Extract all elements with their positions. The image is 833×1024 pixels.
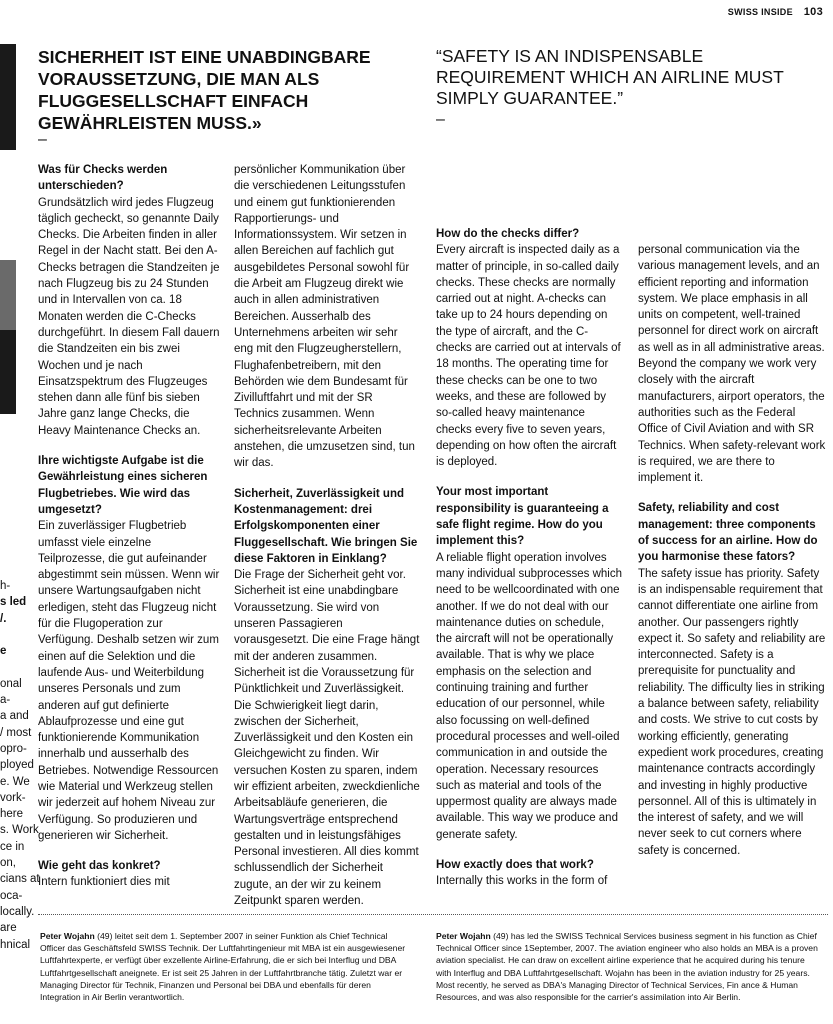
edge-fragment: ployed	[0, 759, 34, 772]
german-column-2	[234, 162, 420, 923]
question-heading: How do the checks differ?	[436, 228, 580, 240]
answer-paragraph: personal communication via the various management levels, and an efficient reporting and information system. We place emphasis in all units on competent, well-trained personnel for direct work on aircraft as well as in all administrative areas. Beyond the company we work very closely with the aircraft manufacturers, airport operators, the authorities such as the Federal Office of Civil Aviation and with SR Technics. When safety-relevant work is required, we are there to implement it.	[638, 244, 826, 485]
question-heading: Was für Checks werden unterschieden?	[38, 164, 168, 193]
answer-paragraph: persönlicher Kommunikation über die verschiedenen Leitungsstufen und einem gut funktionierenden Rapportierungs- und Informationssystem. Wir setzen in allen Bereichen auf fachlich gut ausgebildetes Personal sowohl für die Arbeit am Flugzeug direkt wie auch in allen administrativen Bereichen. Ausserhalb des Unternehmens arbeiten wir sehr eng mit den Flugzeugherstellern, Flughafenbetreibern, mit den Behörden wie dem Bundesamt für Zivilluftfahrt und mit der SR Technics zusammen. Wenn sicherheitsrelevante Arbeiten anstehen, die umzusetzen sind, tun wir das.	[234, 164, 415, 470]
question-heading: Wie geht das konkret?	[38, 860, 161, 873]
edge-fragment: onal	[0, 677, 22, 690]
answer-paragraph: Ein zuverlässiger Flugbetrieb umfasst viele einzelne Teilprozesse, die gut aufeinander abgestimmt sein müssen. Wenn wir unsere Wartungsaufgaben nicht erledigen, steht das Flugzeug nicht für die Flugoperation zur Verfügung. Deshalb setzen wir zum einen auf die Selektion und die laufende Aus- und Weiterbildung unseres Personals und zum anderen auf gut definierte Ablaufprozesse und eine gut funktionierende Kommunikation innerhalb und ausserhalb des Betriebes. Notwendige Ressourcen wie Material und Werkzeug stellen wir jederzeit auf hohem Niveau zur Verfügung. So produzieren und generieren wir Sicherheit.	[38, 520, 220, 842]
edge-fragment: hnical	[0, 938, 31, 951]
edge-fragment	[0, 627, 34, 643]
question-heading: Sicherheit, Zuverlässigkeit und Kostenmanagement: drei Erfolgskomponenten einer Fluggesellschaft. Wie bringen Sie diese Faktoren in Einklang?	[234, 487, 418, 565]
question-heading: Ihre wichtigste Aufgabe ist die Gewährleistung eines sicheren Flugbetriebes. Wie wird das umgesetzt?	[38, 455, 208, 516]
bio-english	[436, 930, 820, 1003]
edge-fragment: on,	[0, 857, 16, 870]
pull-quote-english: “SAFETY IS AN INDISPENSABLE REQUIREMENT WHICH AN AIRLINE MUST SIMPLY GUARANTEE.”	[436, 46, 784, 108]
edge-fragment: ce in	[0, 840, 25, 853]
answer-paragraph: Every aircraft is inspected daily as a matter of principle, in so-called daily checks. These checks are normally carried out at night. A-checks can take up to 24 hours depending on the type of aircraft, and the C-checks are carried out at intervals of 18 months. The operating time for these checks can be one to two weeks, and these are followed by so-called heavy maintenance checks every five to seven years, depending on how often the aircraft is deployed.	[436, 244, 621, 469]
pull-quote-german: SICHERHEIT IST EINE UNABDINGBARE VORAUSSETZUNG, DIE MAN ALS FLUGGESELLSCHAFT EINFACH GEWÄHRLEISTEN MUSS.»	[38, 47, 371, 133]
answer-paragraph: Die Frage der Sicherheit geht vor. Sicherheit ist eine unabdingbare Voraussetzung. Sie wird von unseren Passagieren vorausgesetzt. Die eine Frage hängt mit der anderen zusammen. Sicherheit ist die Voraussetzung für Pünktlichkeit und Zuverlässigkeit. Die Schwierigkeit liegt darin, zwischen der Sicherheit, Zuverlässigkeit und den Kosten ein Gleichgewicht zu finden. Wir versuchen Kosten zu sparen, indem wir effizient arbeiten, zweckdienliche Arbeitsabläufe generieren, die Wartungsverträge entsprechend gestalten und in leistungsfähiges Personal investieren. All dies kommt schlussendlich der Sicherheit zugute, an der wir zu keinem Zeitpunkt sparen werden.	[234, 569, 420, 908]
pull-quote-dash: –	[436, 111, 445, 128]
adjacent-column-fragments	[0, 578, 40, 953]
edge-fragment: a and	[0, 710, 29, 723]
english-column-2	[638, 242, 828, 873]
edge-fragment: s led	[0, 596, 27, 609]
photo-edge-shadow	[0, 260, 16, 330]
bio-text: (49) has led the SWISS Technical Services business segment in his function as Chief Technical Officer since 1September, 2007. The aviation engineer who also holds an MBA is a proven aviation specialist. He can draw on excellent airline experience that he acquired during his tenure with Interflug and DBA Luftfahrtgesellschaft. Wojahn has been in the aviation industry for 25 years. Most recently, he served as DBA's Managing Director of Technical Services, Fin ance & Human Resources, and was also responsible for the carrier's assimilation into Air Berlin.	[436, 931, 818, 1003]
edge-fragment: here	[0, 808, 24, 821]
answer-paragraph: Grundsätzlich wird jedes Flugzeug täglich gecheckt, so genannte Daily Checks. Die Arbeiten finden in aller Regel in der Nacht statt. Bei den A-Checks betragen die Standzeiten je nach Flugzeug bis zu 24 Stunden und in Intervallen von ca. 18 Monaten werden die C-Checks durchgeführt. In diesem Fall dauern die Standzeiten ein bis zwei Wochen und je nach Einsatzspektrum des Flugzeuges stehen dann alle fünf bis sieben Jahre ganz lange Checks, die Heavy Maintenance Checks an.	[38, 196, 220, 437]
bio-text: (49) leitet seit dem 1. September 2007 in seiner Funktion als Chief Technical Officer das Geschäftsfeld SWISS Technik. Der Luftfahrtingenieur mit MBA ist ein ausgewiesener Luftfahrtexperte, er verfügt über exzellente Airline-Erfahrung, die er sich bei Interflug und DBA Luftfahrtgesellschaft aneignete. Er ist seit 25 Jahren in der Luftfahrtbranche tätig. Zuletzt war er Managing Director für Technik, Finanzen und Personal bei DBA und ebenfalls für deren Integration in Air Berlin verantwortlich.	[40, 931, 406, 1003]
bio-name: Peter Wojahn	[40, 931, 95, 941]
english-column-1	[436, 226, 622, 904]
edge-fragment	[0, 659, 34, 675]
edge-fragment: opro-	[0, 742, 27, 755]
edge-fragment: a-	[0, 694, 11, 707]
edge-fragment: /.	[0, 612, 7, 625]
edge-fragment: locally.	[0, 905, 35, 918]
answer-paragraph: A reliable flight operation involves many individual subprocesses which need to be wellcoordinated with one another. If we do not deal with our maintenance duties on schedule, the aircraft will not be operationally available. That is why we place emphasis on the selection and continuing training and further education of our personnel, while also focussing on well-defined procedural processes and well-oiled communication in and outside the operation. Necessary resources such as material and tools of the uppermost quality are always made available. This way we produce and generate safety.	[436, 551, 623, 841]
section-label: SWISS INSIDE	[727, 7, 793, 17]
question-heading: Your most important responsibility is guaranteeing a safe flight regime. How do you implement this?	[436, 486, 609, 548]
page-number: 103	[803, 6, 823, 18]
running-header	[728, 6, 823, 18]
edge-fragment: e. We	[0, 775, 30, 788]
edge-fragment: oca-	[0, 889, 23, 902]
answer-paragraph: The safety issue has priority. Safety is an indispensable requirement that cannot differentiate one airline from another. Our passengers rightly expect it. So safety and reliability are interconnected. Safety is a prerequisite for punctuality and reliability. The difficulty lies in striking a balance between safety, reliability and costs. We strive to cut costs by working efficiently, generating expedient work procedures, creating maintenance contracts accordingly and investing in highly productive personnel. All of this is ultimately in the interest of safety, and we will never seek to cut corners where safety is concerned.	[638, 567, 826, 857]
pull-quote-dash: –	[38, 131, 47, 148]
edge-fragment: s. Work	[0, 824, 39, 837]
bio-name: Peter Wojahn	[436, 931, 491, 941]
question-heading: How exactly does that work?	[436, 858, 594, 871]
edge-fragment: e	[0, 645, 7, 658]
edge-fragment: / most	[0, 726, 32, 739]
question-heading: Safety, reliability and cost management: three components of success for an airline. How do you harmonise these fators?	[638, 502, 818, 564]
answer-paragraph: Intern funktioniert dies mit	[38, 876, 170, 889]
edge-fragment: cians at	[0, 873, 40, 886]
edge-fragment: are	[0, 922, 17, 935]
german-column-1	[38, 162, 220, 905]
edge-fragment: h-	[0, 580, 11, 592]
edge-fragment: vork-	[0, 791, 26, 804]
dotted-divider	[38, 914, 828, 915]
photo-edge-highlight	[0, 150, 16, 260]
answer-paragraph: Internally this works in the form of	[436, 875, 608, 888]
bio-german	[40, 930, 410, 1003]
